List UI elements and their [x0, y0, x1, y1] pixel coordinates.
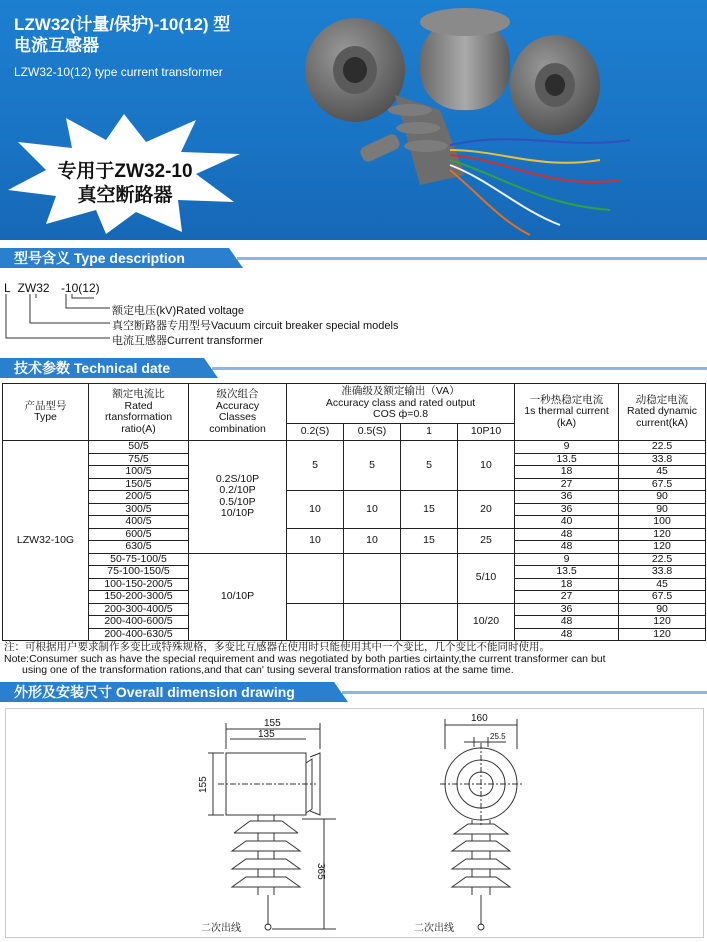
section-title: 外形及安装尺寸 Overall dimension drawing [0, 682, 334, 702]
burst-line-1: 专用于ZW32-10 [57, 161, 193, 182]
product-photo [300, 0, 707, 240]
cell-thermal: 27 [515, 478, 619, 491]
section-type-description [0, 248, 707, 268]
cell-dynamic: 67.5 [619, 478, 706, 491]
legend-vcb-model: 真空断路器专用型号Vacuum circuit breaker special models [112, 320, 399, 332]
cell-dynamic: 120 [619, 541, 706, 554]
header-class-en1: Accuracy [215, 399, 260, 412]
header-accuracy [287, 384, 515, 424]
header-acc-cn: 准确级及额定输出（VA） [341, 385, 460, 398]
cell-output: 25 [458, 528, 515, 553]
dimension-drawing [6, 709, 703, 937]
cell-ratio: 200-300-400/5 [89, 603, 189, 616]
model-part-voltage: -10(12) [60, 281, 100, 295]
cell-output-blank [344, 553, 401, 603]
class-combo-line: 0.2/10P [219, 484, 256, 497]
burst-label [40, 160, 210, 208]
header-type-cn: 产品型号 [24, 399, 67, 412]
cell-ratio: 150-200-300/5 [89, 591, 189, 604]
header-class [189, 384, 287, 441]
header-dyn-en2: current(kA) [636, 416, 689, 429]
cell-output-blank [287, 553, 344, 603]
cell-output: 5 [287, 441, 344, 491]
legend-ct: 电流互感器Current transformer [112, 335, 263, 347]
cell-thermal: 40 [515, 516, 619, 529]
subtitle: LZW32-10(12) type current transformer [14, 65, 223, 79]
table-row [3, 441, 706, 454]
cell-output: 10 [458, 441, 515, 491]
table-row [3, 528, 706, 541]
cell-output: 10 [287, 528, 344, 553]
page-title [14, 14, 230, 56]
section-stripe [342, 691, 707, 694]
cell-class-group-2: 10/10P [189, 553, 287, 641]
model-brace-lines [0, 278, 120, 348]
cell-output: 5/10 [458, 553, 515, 603]
dim-hole: 25.5 [490, 732, 506, 741]
cell-class-group-1 [189, 441, 287, 554]
cell-dynamic: 120 [619, 528, 706, 541]
dimension-drawing-panel [5, 708, 704, 938]
header-acc-col: 0.5(S) [344, 423, 401, 440]
cell-thermal: 48 [515, 628, 619, 641]
cell-dynamic: 45 [619, 578, 706, 591]
header-thermal [515, 384, 619, 441]
section-stripe [212, 367, 707, 370]
table-row [3, 603, 706, 616]
dim-height-body: 155 [198, 776, 209, 793]
cell-output-blank [401, 603, 458, 641]
cell-ratio: 50-75-100/5 [89, 553, 189, 566]
dim-width-inner: 135 [258, 729, 275, 740]
cell-dynamic: 120 [619, 616, 706, 629]
dim-height-total: 365 [315, 863, 326, 880]
hero-banner [0, 0, 707, 240]
cell-thermal: 13.5 [515, 453, 619, 466]
cell-ratio: 100-150-200/5 [89, 578, 189, 591]
cell-output-blank [401, 553, 458, 603]
section-technical [0, 358, 707, 378]
header-dyn-cn: 动稳定电流 [635, 393, 689, 406]
header-therm-en: 1s thermal current [524, 405, 609, 418]
cell-ratio: 600/5 [89, 528, 189, 541]
cell-output-blank [344, 603, 401, 641]
header-ratio [89, 384, 189, 441]
cell-output: 10 [344, 491, 401, 529]
cell-thermal: 36 [515, 503, 619, 516]
section-title: 技术参数 Technical date [0, 358, 204, 378]
cell-dynamic: 67.5 [619, 591, 706, 604]
lead-out-label-right: 二次出线 [414, 923, 454, 934]
table-body [3, 441, 706, 641]
cell-thermal: 36 [515, 491, 619, 504]
header-therm-unit: (kA) [556, 416, 577, 429]
header-dynamic [619, 384, 706, 441]
cell-dynamic: 22.5 [619, 553, 706, 566]
footnote [4, 642, 707, 677]
note-cn: 注：可根据用户要求制作多变比或特殊规格，多变比互感器在使用时只能使用其中一个变比，几个变比不能同时使用。 [4, 641, 550, 653]
header-dyn-en1: Rated dynamic [627, 405, 698, 418]
cell-thermal: 48 [515, 528, 619, 541]
cell-ratio: 200-400-600/5 [89, 616, 189, 629]
cell-thermal: 48 [515, 616, 619, 629]
cell-ratio: 50/5 [89, 441, 189, 454]
cell-output: 10/20 [458, 603, 515, 641]
header-type-en: Type [34, 411, 57, 423]
section-stripe [237, 257, 707, 260]
table-row [3, 491, 706, 504]
cell-output: 10 [287, 491, 344, 529]
class-combo-line: 0.2S/10P [215, 472, 260, 485]
cell-output: 10 [344, 528, 401, 553]
header-class-en2: Classes [218, 411, 257, 423]
title-line-2: 电流互感器 [14, 36, 99, 55]
burst-line-2: 真空断路器 [77, 185, 173, 206]
header-ratio-cn: 额定电流比 [112, 388, 165, 400]
cell-thermal: 13.5 [515, 566, 619, 579]
cell-ratio: 75/5 [89, 453, 189, 466]
cell-dynamic: 22.5 [619, 441, 706, 454]
cell-ratio: 200-400-630/5 [89, 628, 189, 641]
cell-output: 20 [458, 491, 515, 529]
cell-dynamic: 120 [619, 628, 706, 641]
header-ratio-en1: Rated [124, 399, 153, 412]
model-part-l: L [4, 281, 11, 295]
cell-dynamic: 33.8 [619, 566, 706, 579]
header-ratio-en3: ratio(A) [121, 422, 156, 435]
lead-out-label-left: 二次出线 [201, 923, 241, 934]
cell-ratio: 100/5 [89, 466, 189, 479]
model-part-zw32: ZW32 [17, 281, 50, 295]
cell-dynamic: 33.8 [619, 453, 706, 466]
section-title: 型号含义 Type description [0, 248, 229, 268]
cell-dynamic: 100 [619, 516, 706, 529]
cell-ratio: 200/5 [89, 491, 189, 504]
cell-thermal: 48 [515, 541, 619, 554]
header-acc-col: 1 [401, 423, 458, 440]
cell-thermal: 18 [515, 466, 619, 479]
table-row [3, 553, 706, 566]
header-type [3, 384, 89, 441]
title-line-1: LZW32(计量/保护)-10(12) 型 [14, 15, 231, 34]
header-acc-col: 0.2(S) [287, 423, 344, 440]
legend-voltage: 额定电压(kV)Rated voltage [112, 305, 245, 317]
header-therm-cn: 一秒热稳定电流 [529, 393, 604, 406]
cell-ratio: 300/5 [89, 503, 189, 516]
header-acc-col: 10P10 [458, 423, 515, 440]
header-ratio-en2: rtansformation [104, 411, 173, 423]
header-acc-en: Accuracy class and rated output [325, 396, 476, 409]
cell-thermal: 27 [515, 591, 619, 604]
note-en-2: using one of the transformation rations,and that can' tusing several transformation ratios at the same time. [22, 664, 514, 676]
cell-output: 5 [344, 441, 401, 491]
cell-model: LZW32-10G [3, 441, 89, 641]
cell-dynamic: 90 [619, 491, 706, 504]
header-class-cn: 级次组合 [216, 388, 259, 400]
cell-ratio: 400/5 [89, 516, 189, 529]
header-acc-cos: COS ф=0.8 [373, 408, 429, 421]
cell-thermal: 9 [515, 441, 619, 454]
dim-front-width: 160 [471, 713, 488, 724]
header-class-en3: combination [209, 422, 266, 435]
section-dimension [0, 682, 707, 702]
cell-ratio: 150/5 [89, 478, 189, 491]
table-header-row [3, 384, 706, 424]
cell-thermal: 18 [515, 578, 619, 591]
cell-thermal: 9 [515, 553, 619, 566]
cell-dynamic: 90 [619, 603, 706, 616]
cell-output: 5 [401, 441, 458, 491]
cell-ratio: 75-100-150/5 [89, 566, 189, 579]
cell-dynamic: 45 [619, 466, 706, 479]
class-combo-line: 10/10P [220, 507, 255, 520]
cell-output: 15 [401, 528, 458, 553]
note-en-1: Note:Consumer such as have the special requirement and was negotiated by both parties cirtainty,the current transformer can but [4, 652, 606, 665]
cell-output-blank [287, 603, 344, 641]
cell-thermal: 36 [515, 603, 619, 616]
dim-width-outer: 155 [264, 718, 281, 729]
cell-ratio: 630/5 [89, 541, 189, 554]
spec-table [2, 383, 706, 641]
cell-output: 15 [401, 491, 458, 529]
cell-dynamic: 90 [619, 503, 706, 516]
class-combo-line: 0.5/10P [219, 495, 256, 508]
